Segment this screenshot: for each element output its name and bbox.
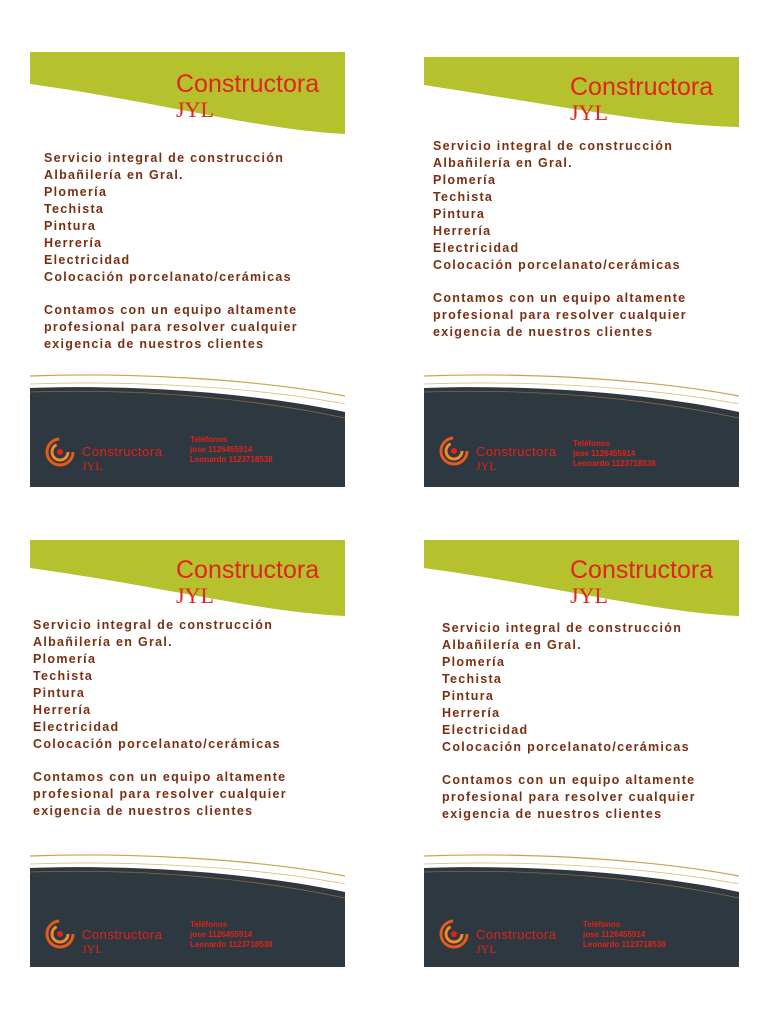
list-item: Servicio integral de construcción <box>44 151 285 165</box>
title-line1: Constructora <box>176 70 320 98</box>
brand-line2: JYL <box>82 459 103 473</box>
dark-footer-band <box>424 372 739 487</box>
list-item: Techista <box>442 672 503 686</box>
description <box>433 290 687 341</box>
swirl-logo-icon <box>438 435 470 467</box>
description-line: exigencia de nuestros clientes <box>44 337 265 351</box>
description-line: Contamos con un equipo altamente <box>442 773 696 787</box>
swirl-logo-icon <box>438 918 470 950</box>
description-line: profesional para resolver cualquier <box>433 308 687 322</box>
list-item: Techista <box>33 669 94 683</box>
phone-block <box>583 920 666 950</box>
business-card-3 <box>30 540 345 975</box>
description <box>442 772 696 823</box>
list-item: Plomería <box>442 655 506 669</box>
description-line: exigencia de nuestros clientes <box>433 325 654 339</box>
phone-block <box>573 439 656 469</box>
list-item: Pintura <box>44 219 97 233</box>
phones-label: Teléfonos <box>190 920 228 929</box>
list-item: Electricidad <box>433 241 520 255</box>
services-list <box>442 620 690 756</box>
phones-label: Teléfonos <box>573 439 611 448</box>
card-title <box>176 72 319 121</box>
description-line: Contamos con un equipo altamente <box>433 291 687 305</box>
list-item: Herrería <box>433 224 492 238</box>
phone-line: Leonardo 1123718538 <box>190 455 273 464</box>
list-item: Herrería <box>33 703 92 717</box>
services-list <box>433 138 681 274</box>
title-line1: Constructora <box>570 556 714 584</box>
list-item: Plomería <box>44 185 108 199</box>
list-item: Servicio integral de construcción <box>33 618 274 632</box>
phone-block <box>190 920 273 950</box>
description-line: profesional para resolver cualquier <box>44 320 298 334</box>
list-item: Pintura <box>442 689 495 703</box>
brand-line2: JYL <box>476 942 497 956</box>
services-list <box>44 150 292 286</box>
description-line: Contamos con un equipo altamente <box>44 303 298 317</box>
phone-line: jose 1126455914 <box>190 930 253 939</box>
dark-footer-band <box>424 852 739 967</box>
services-list <box>33 617 281 753</box>
description-line: Contamos con un equipo altamente <box>33 770 287 784</box>
list-item: Servicio integral de construcción <box>433 139 674 153</box>
list-item: Plomería <box>433 173 497 187</box>
list-item: Techista <box>44 202 105 216</box>
description <box>44 302 298 353</box>
brand-line1: Constructora <box>476 927 557 942</box>
dark-footer-band <box>30 372 345 487</box>
list-item: Colocación porcelanato/cerámicas <box>442 740 690 754</box>
list-item: Servicio integral de construcción <box>442 621 683 635</box>
phones-label: Teléfonos <box>583 920 621 929</box>
list-item: Pintura <box>433 207 486 221</box>
phone-line: jose 1126455914 <box>573 449 636 458</box>
phone-block <box>190 435 273 465</box>
list-item: Herrería <box>442 706 501 720</box>
swirl-logo-icon <box>44 436 76 468</box>
list-item: Albañilería en Gral. <box>433 156 573 170</box>
brand-line1: Constructora <box>82 444 163 459</box>
list-item: Electricidad <box>33 720 120 734</box>
list-item: Colocación porcelanato/cerámicas <box>44 270 292 284</box>
brand-line2: JYL <box>82 942 103 956</box>
phone-line: Leonardo 1123718538 <box>190 940 273 949</box>
description-line: profesional para resolver cualquier <box>442 790 696 804</box>
list-item: Herrería <box>44 236 103 250</box>
footer-brand <box>82 445 162 472</box>
title-line2: JYL <box>570 583 608 608</box>
card-title <box>570 75 713 124</box>
title-line2: JYL <box>176 583 214 608</box>
title-line1: Constructora <box>570 73 714 101</box>
list-item: Techista <box>433 190 494 204</box>
business-card-4 <box>424 540 739 975</box>
list-item: Albañilería en Gral. <box>33 635 173 649</box>
title-line1: Constructora <box>176 556 320 584</box>
dark-footer-band <box>30 852 345 967</box>
swirl-logo-icon <box>44 918 76 950</box>
footer-brand <box>82 928 162 955</box>
list-item: Electricidad <box>442 723 529 737</box>
list-item: Colocación porcelanato/cerámicas <box>33 737 281 751</box>
phone-line: jose 1126455914 <box>583 930 646 939</box>
description <box>33 769 287 820</box>
list-item: Albañilería en Gral. <box>442 638 582 652</box>
description-line: exigencia de nuestros clientes <box>442 807 663 821</box>
list-item: Electricidad <box>44 253 131 267</box>
list-item: Plomería <box>33 652 97 666</box>
description-line: exigencia de nuestros clientes <box>33 804 254 818</box>
phones-label: Teléfonos <box>190 435 228 444</box>
footer-brand <box>476 928 556 955</box>
phone-line: Leonardo 1123718538 <box>573 459 656 468</box>
footer-brand <box>476 445 556 472</box>
list-item: Albañilería en Gral. <box>44 168 184 182</box>
brand-line1: Constructora <box>476 444 557 459</box>
list-item: Pintura <box>33 686 86 700</box>
phone-line: Leonardo 1123718538 <box>583 940 666 949</box>
list-item: Colocación porcelanato/cerámicas <box>433 258 681 272</box>
title-line2: JYL <box>176 97 214 122</box>
title-line2: JYL <box>570 100 608 125</box>
business-card-1 <box>30 52 345 487</box>
phone-line: jose 1126455914 <box>190 445 253 454</box>
card-title <box>570 558 713 607</box>
business-card-2 <box>424 57 739 492</box>
brand-line1: Constructora <box>82 927 163 942</box>
brand-line2: JYL <box>476 459 497 473</box>
description-line: profesional para resolver cualquier <box>33 787 287 801</box>
card-title <box>176 558 319 607</box>
